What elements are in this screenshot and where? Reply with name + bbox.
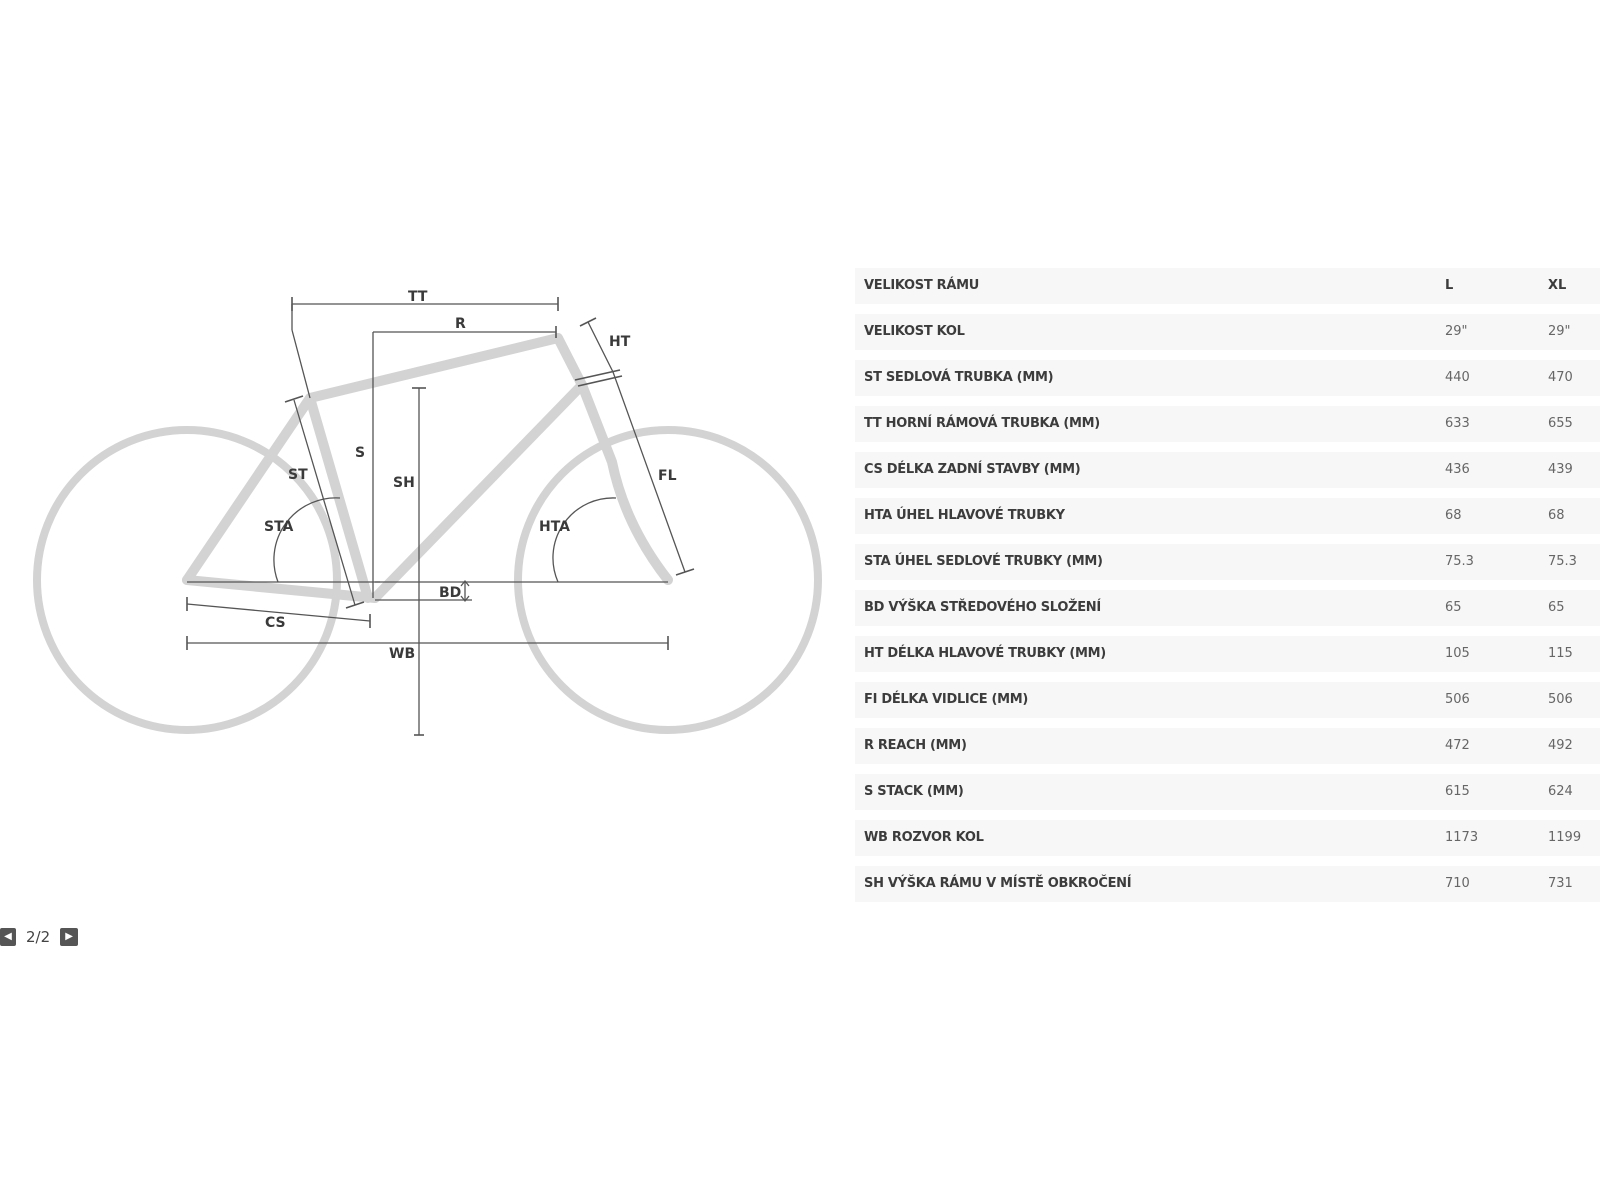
geometry-table (855, 268, 1600, 912)
row-label: S STACK (MM) (864, 784, 964, 799)
table-row (855, 774, 1600, 810)
row-value-xl: 439 (1548, 462, 1573, 477)
label-tt: TT (408, 289, 428, 305)
row-value-xl: 624 (1548, 784, 1573, 799)
dim-wb (187, 636, 668, 650)
row-value-xl: 1199 (1548, 830, 1582, 845)
row-value-xl: 470 (1548, 370, 1573, 385)
row-label: BD VÝŠKA STŘEDOVÉHO SLOŽENÍ (864, 600, 1101, 615)
head-tube (558, 338, 582, 385)
row-value-xl: 731 (1548, 876, 1573, 891)
label-hta: HTA (539, 519, 571, 535)
table-row (855, 314, 1600, 350)
row-label: VELIKOST KOL (864, 324, 965, 339)
bike-frame (187, 338, 668, 598)
dim-fl (613, 372, 694, 575)
row-value-l: 68 (1445, 508, 1462, 523)
row-value-xl: 68 (1548, 508, 1565, 523)
row-value-xl: 75.3 (1548, 554, 1577, 569)
label-wb: WB (389, 646, 416, 662)
row-label: SH VÝŠKA RÁMU V MÍSTĚ OBKROČENÍ (864, 876, 1132, 891)
table-header-row (855, 268, 1600, 304)
row-label: HTA ÚHEL HLAVOVÉ TRUBKY (864, 508, 1065, 523)
row-value-l: 105 (1445, 646, 1470, 661)
row-label: FI DÉLKA VIDLICE (MM) (864, 692, 1029, 707)
table-row (855, 820, 1600, 856)
page-count: 2/2 (26, 928, 51, 946)
row-value-l: 65 (1445, 600, 1462, 615)
row-value-l: 710 (1445, 876, 1470, 891)
arrow-right-icon[interactable]: ▶ (60, 928, 78, 946)
row-label: R REACH (MM) (864, 738, 967, 753)
label-sh: SH (393, 475, 415, 491)
label-st: ST (288, 467, 308, 483)
pagination (0, 926, 78, 948)
row-value-l: 615 (1445, 784, 1470, 799)
table-row (855, 452, 1600, 488)
row-value-l: 440 (1445, 370, 1470, 385)
table-row (855, 590, 1600, 626)
header-size-l: L (1445, 278, 1454, 293)
label-fl: FL (658, 468, 677, 484)
table-row (855, 406, 1600, 442)
chain-stay (187, 580, 375, 598)
row-value-xl: 65 (1548, 600, 1565, 615)
row-label: WB ROZVOR KOL (864, 830, 984, 845)
dim-st (285, 396, 364, 608)
row-value-l: 436 (1445, 462, 1470, 477)
row-label: HT DÉLKA HLAVOVÉ TRUBKY (MM) (864, 646, 1106, 661)
label-bd: BD (439, 585, 462, 601)
table-row (855, 728, 1600, 764)
label-ht: HT (609, 334, 631, 350)
header-frame-size: VELIKOST RÁMU (864, 278, 980, 293)
row-value-xl: 115 (1548, 646, 1573, 661)
row-label: ST SEDLOVÁ TRUBKA (MM) (864, 370, 1054, 385)
table-row (855, 866, 1600, 902)
row-value-l: 75.3 (1445, 554, 1474, 569)
arrow-left-icon[interactable]: ◀ (0, 928, 16, 946)
row-value-l: 472 (1445, 738, 1470, 753)
label-sta: STA (264, 519, 294, 535)
row-value-l: 1173 (1445, 830, 1479, 845)
row-value-l: 506 (1445, 692, 1470, 707)
row-value-xl: 29" (1548, 324, 1571, 339)
label-s: S (355, 445, 366, 461)
row-value-xl: 492 (1548, 738, 1573, 753)
row-label: CS DÉLKA ZADNÍ STAVBY (MM) (864, 462, 1081, 477)
table-row (855, 544, 1600, 580)
table-row (855, 682, 1600, 718)
row-value-l: 633 (1445, 416, 1470, 431)
row-value-xl: 655 (1548, 416, 1573, 431)
table-row (855, 498, 1600, 534)
label-cs: CS (265, 615, 286, 631)
row-label: STA ÚHEL SEDLOVÉ TRUBKY (MM) (864, 554, 1103, 569)
row-label: TT HORNÍ RÁMOVÁ TRUBKA (MM) (864, 416, 1100, 431)
fork (582, 385, 668, 580)
header-size-xl: XL (1548, 278, 1567, 293)
label-r: R (455, 316, 466, 332)
table-row (855, 360, 1600, 396)
row-value-xl: 506 (1548, 692, 1573, 707)
bike-geometry-diagram (0, 0, 840, 900)
row-value-l: 29" (1445, 324, 1468, 339)
table-row (855, 636, 1600, 672)
